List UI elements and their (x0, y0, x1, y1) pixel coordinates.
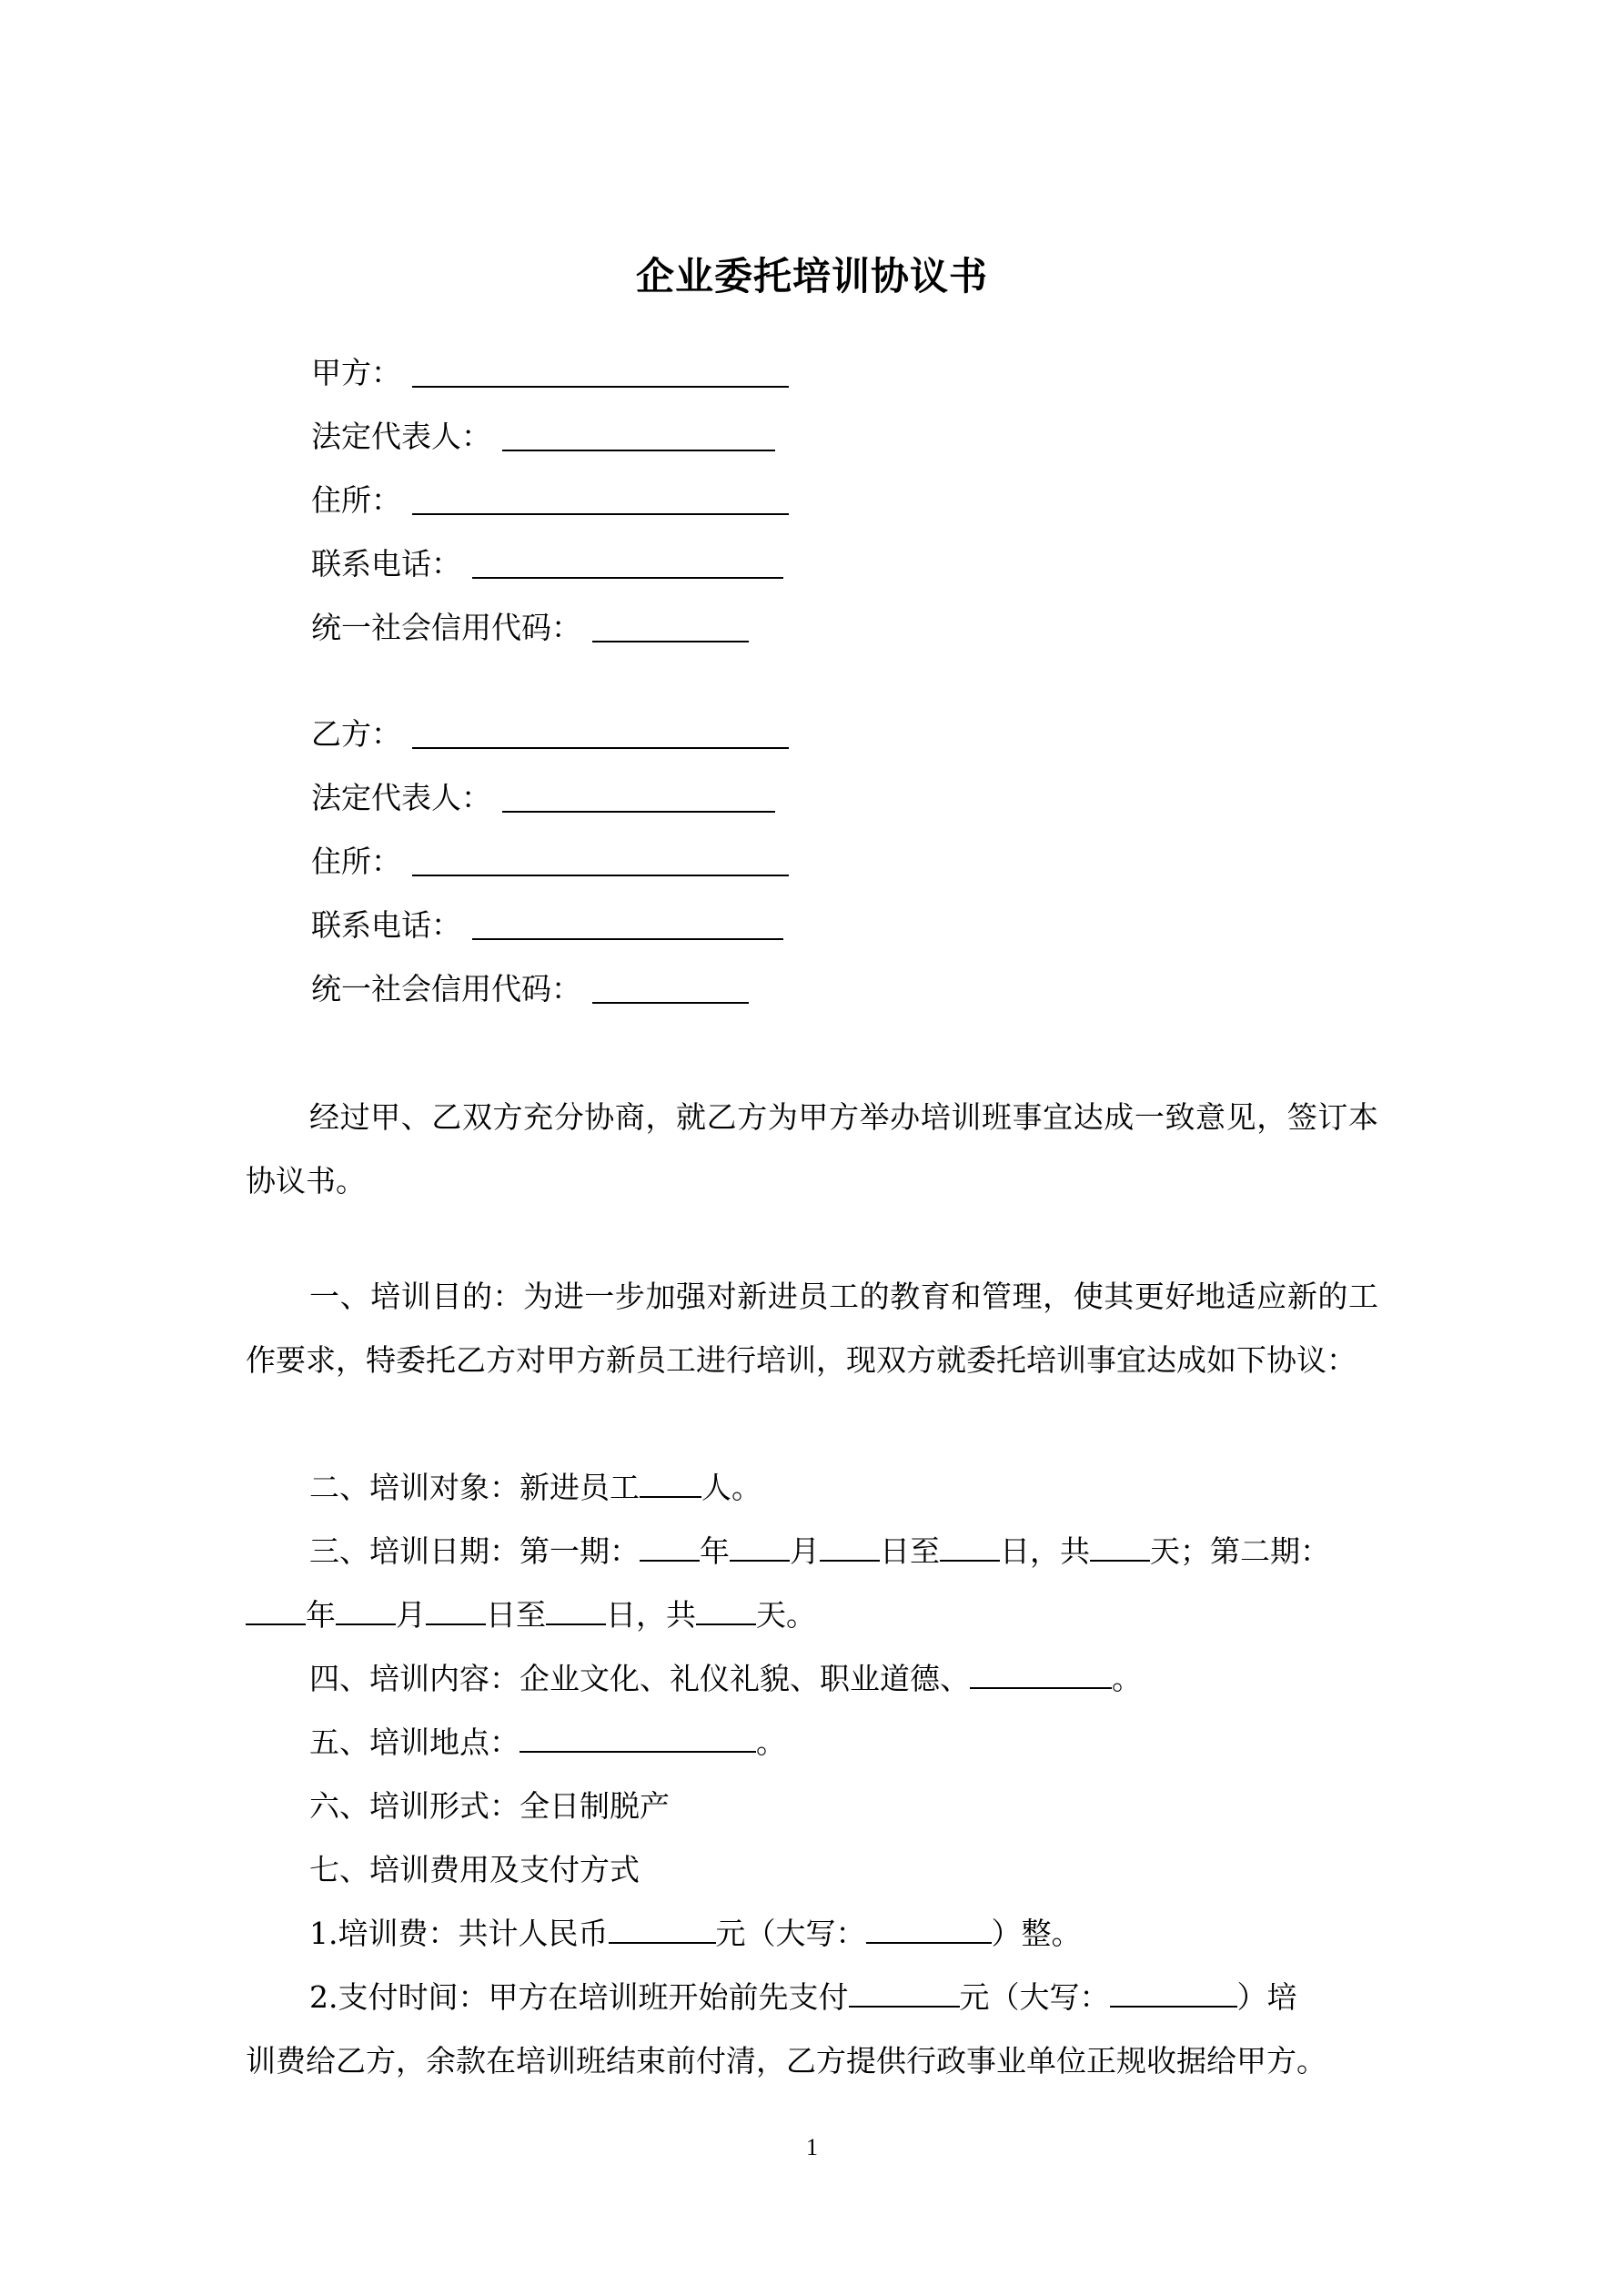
party-b-phone-field (311, 904, 783, 947)
party-b-address-field (311, 840, 789, 884)
fee-1-suffix: ）整。 (991, 1916, 1082, 1951)
field-label: 乙方： (311, 716, 401, 752)
party-a-phone-blank[interactable] (472, 573, 783, 579)
advance-amount-words-blank[interactable] (1110, 1982, 1237, 2008)
clause-3-dates-line1 (246, 1520, 1378, 1583)
period1-days-blank[interactable] (1090, 1536, 1150, 1562)
party-a-address-field (311, 479, 789, 522)
party-b-address-blank[interactable] (412, 871, 789, 876)
day-to-label: 日至 (880, 1533, 940, 1569)
clause-2-trainees (246, 1456, 1378, 1520)
advance-amount-blank[interactable] (849, 1982, 960, 2008)
clause-4-suffix: 。 (1112, 1661, 1142, 1696)
party-a-legal-rep-field (311, 415, 775, 459)
fee-amount-words-blank[interactable] (866, 1918, 992, 1944)
field-label: 统一社会信用代码： (311, 971, 581, 1006)
clause-1-purpose: 一、培训目的：为进一步加强对新进员工的教育和管理，使其更好地适应新的工作要求，特委托乙方对甲方新员工进行培训，现双方就委托培训事宜达成如下协议： (246, 1279, 1378, 1378)
field-label: 法定代表人： (311, 419, 491, 454)
clause-2-prefix: 二、培训对象：新进员工 (309, 1470, 640, 1505)
clause-5-location (246, 1711, 1378, 1775)
fee-1-prefix: 1.培训费：共计人民币 (309, 1916, 609, 1951)
field-label: 住所： (311, 844, 401, 879)
fee-item-1 (246, 1902, 1378, 1966)
clause-7-fees: 七、培训费用及支付方式 (309, 1852, 640, 1887)
party-b-phone-blank[interactable] (472, 935, 783, 940)
fee-2-mid: ）培 (1236, 1979, 1297, 2015)
month-label: 月 (790, 1533, 820, 1569)
party-a-address-blank[interactable] (412, 510, 789, 515)
party-b-credit-code-blank[interactable] (592, 998, 749, 1004)
intro-paragraph: 经过甲、乙双方充分协商，就乙方为甲方举办培训班事宜达成一致意见，签订本协议书。 (246, 1099, 1378, 1199)
day-total-label: 日，共 (606, 1597, 696, 1633)
training-location-blank[interactable] (519, 1727, 756, 1753)
trainee-count-blank[interactable] (640, 1472, 701, 1498)
year-label: 年 (306, 1597, 336, 1633)
clause-6-format: 六、培训形式：全日制脱产 (309, 1788, 670, 1824)
clause-5-suffix: 。 (756, 1725, 786, 1760)
clause-3-dates-line2 (246, 1583, 1378, 1647)
clause-4-content (246, 1647, 1378, 1711)
fee-item-2-line1 (246, 1966, 1378, 2029)
page-number: 1 (806, 2134, 818, 2160)
period1-year-blank[interactable] (640, 1536, 700, 1562)
fee-2-prefix: 2.支付时间：甲方在培训班开始前先支付 (309, 1979, 849, 2015)
period1-end-day-blank[interactable] (940, 1536, 1000, 1562)
fee-1-yuan: 元（大写： (715, 1916, 866, 1951)
fee-item-2-line2: 训费给乙方，余款在培训班结束前付清，乙方提供行政事业单位正规收据给甲方。 (246, 2043, 1326, 2079)
party-b-name-blank[interactable] (412, 743, 789, 749)
party-a-name-blank[interactable] (412, 382, 789, 388)
party-a-credit-code-blank[interactable] (592, 637, 749, 642)
period1-start-day-blank[interactable] (820, 1536, 880, 1562)
period1-month-blank[interactable] (730, 1536, 790, 1562)
day-total-label: 日，共 (1000, 1533, 1090, 1569)
days-label: 天。 (756, 1597, 816, 1633)
document-title: 企业委托培训协议书 (635, 254, 988, 298)
party-b-name-field (311, 713, 789, 756)
field-label: 统一社会信用代码： (311, 610, 581, 645)
days-label: 天；第二期： (1150, 1533, 1330, 1569)
period2-start-day-blank[interactable] (426, 1600, 486, 1625)
clause-4-prefix: 四、培训内容：企业文化、礼仪礼貌、职业道德、 (309, 1661, 970, 1696)
field-label: 联系电话： (311, 546, 461, 582)
field-label: 法定代表人： (311, 780, 491, 815)
party-b-credit-code-field (311, 967, 749, 1011)
clause-2-suffix: 人。 (701, 1470, 762, 1505)
period2-year-blank[interactable] (246, 1600, 306, 1625)
party-a-credit-code-field (311, 606, 749, 650)
clause-3-prefix: 三、培训日期：第一期： (309, 1533, 640, 1569)
fee-amount-blank[interactable] (609, 1918, 716, 1944)
fee-2-yuan: 元（大写： (959, 1979, 1110, 2015)
party-a-phone-field (311, 542, 783, 586)
clause-5-prefix: 五、培训地点： (309, 1725, 519, 1760)
month-label: 月 (396, 1597, 426, 1633)
day-to-label: 日至 (486, 1597, 546, 1633)
period2-month-blank[interactable] (336, 1600, 396, 1625)
field-label: 住所： (311, 482, 401, 518)
training-content-blank[interactable] (970, 1664, 1112, 1689)
field-label: 联系电话： (311, 907, 461, 943)
year-label: 年 (700, 1533, 730, 1569)
field-label: 甲方： (311, 355, 401, 390)
party-a-name-field (311, 351, 789, 395)
party-b-legal-rep-blank[interactable] (502, 807, 775, 813)
period2-days-blank[interactable] (696, 1600, 756, 1625)
period2-end-day-blank[interactable] (546, 1600, 606, 1625)
party-b-legal-rep-field (311, 776, 775, 820)
party-a-legal-rep-blank[interactable] (502, 446, 775, 451)
